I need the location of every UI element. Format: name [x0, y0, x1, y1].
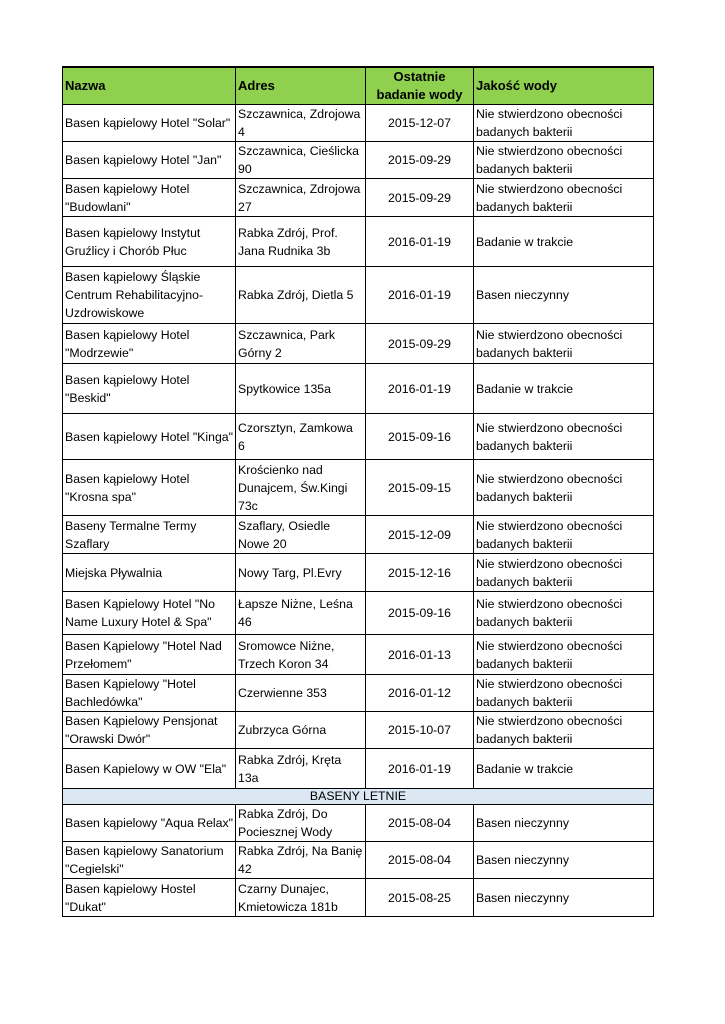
table-row	[63, 879, 654, 917]
cell-quality: Nie stwierdzono obecności badanych bakterii	[474, 516, 654, 554]
header-last-test-line2: badanie wody	[376, 87, 463, 102]
table-row	[63, 364, 654, 414]
header-address: Adres	[236, 67, 366, 105]
section-title: BASENY LETNIE	[63, 789, 654, 805]
cell-name: Basen kąpielowy Hotel "Jan"	[63, 142, 236, 179]
cell-date: 2015-08-04	[366, 805, 474, 842]
cell-address: Czerwienne 353	[236, 675, 366, 712]
cell-date: 2016-01-13	[366, 635, 474, 675]
cell-date: 2016-01-19	[366, 749, 474, 789]
cell-quality: Nie stwierdzono obecności badanych bakterii	[474, 635, 654, 675]
cell-name: Basen Kapielowy w OW "Ela"	[63, 749, 236, 789]
cell-address: Szaflary, Osiedle Nowe 20	[236, 516, 366, 554]
cell-address: Rabka Zdrój, Dietla 5	[236, 267, 366, 324]
header-row	[63, 67, 654, 105]
table-row	[63, 592, 654, 635]
table-row	[63, 749, 654, 789]
cell-name: Basen kąpielowy Hotel "Budowlani"	[63, 179, 236, 217]
cell-quality: Nie stwierdzono obecności badanych bakterii	[474, 179, 654, 217]
table-row	[63, 842, 654, 879]
cell-address: Rabka Zdrój, Prof. Jana Rudnika 3b	[236, 217, 366, 267]
cell-date: 2016-01-19	[366, 217, 474, 267]
cell-date: 2015-12-09	[366, 516, 474, 554]
cell-date: 2015-09-29	[366, 324, 474, 364]
cell-date: 2015-09-29	[366, 179, 474, 217]
table-row	[63, 712, 654, 749]
cell-name: Basen Kąpielowy "Hotel Bachledówka"	[63, 675, 236, 712]
cell-date: 2015-09-15	[366, 460, 474, 516]
cell-date: 2015-12-16	[366, 554, 474, 592]
cell-name: Basen kąpielowy Śląskie Centrum Rehabilitacyjno-Uzdrowiskowe	[63, 267, 236, 324]
cell-address: Szczawnica, Cieślicka 90	[236, 142, 366, 179]
cell-quality: Nie stwierdzono obecności badanych bakterii	[474, 105, 654, 142]
cell-quality: Basen nieczynny	[474, 267, 654, 324]
table-row	[63, 217, 654, 267]
cell-name: Basen kąpielowy Hotel "Kinga"	[63, 414, 236, 460]
table-row	[63, 805, 654, 842]
cell-quality: Nie stwierdzono obecności badanych bakterii	[474, 675, 654, 712]
cell-quality: Nie stwierdzono obecności badanych bakterii	[474, 554, 654, 592]
cell-date: 2015-08-04	[366, 842, 474, 879]
cell-date: 2015-09-16	[366, 592, 474, 635]
table-row	[63, 635, 654, 675]
cell-quality: Nie stwierdzono obecności badanych bakterii	[474, 592, 654, 635]
cell-quality: Nie stwierdzono obecności badanych bakterii	[474, 414, 654, 460]
cell-quality: Basen nieczynny	[474, 842, 654, 879]
cell-address: Zubrzyca Górna	[236, 712, 366, 749]
cell-quality: Basen nieczynny	[474, 805, 654, 842]
cell-address: Krościenko nad Dunajcem, Św.Kingi 73c	[236, 460, 366, 516]
cell-name: Basen kąpielowy "Aqua Relax"	[63, 805, 236, 842]
table-row	[63, 460, 654, 516]
cell-quality: Nie stwierdzono obecności badanych bakterii	[474, 460, 654, 516]
table-row	[63, 267, 654, 324]
cell-name: Basen Kąpielowy Pensjonat "Orawski Dwór"	[63, 712, 236, 749]
cell-date: 2016-01-19	[366, 267, 474, 324]
cell-address: Rabka Zdrój, Kręta 13a	[236, 749, 366, 789]
cell-address: Szczawnica, Zdrojowa 4	[236, 105, 366, 142]
cell-address: Sromowce Niżne, Trzech Koron 34	[236, 635, 366, 675]
cell-quality: Basen nieczynny	[474, 879, 654, 917]
cell-name: Basen kąpielowy Hotel "Beskid"	[63, 364, 236, 414]
cell-address: Rabka Zdrój, Na Banię 42	[236, 842, 366, 879]
header-last-test	[366, 67, 474, 105]
cell-date: 2016-01-12	[366, 675, 474, 712]
cell-name: Basen kąpielowy Hostel "Dukat"	[63, 879, 236, 917]
header-last-test-line1: Ostatnie	[393, 69, 446, 84]
water-quality-table	[62, 66, 654, 917]
cell-address: Szczawnica, Zdrojowa 27	[236, 179, 366, 217]
cell-name: Basen kąpielowy Hotel "Modrzewie"	[63, 324, 236, 364]
header-quality: Jakość wody	[474, 67, 654, 105]
cell-address: Spytkowice 135a	[236, 364, 366, 414]
cell-date: 2015-09-29	[366, 142, 474, 179]
cell-address: Szczawnica, Park Górny 2	[236, 324, 366, 364]
cell-name: Basen kąpielowy Hotel "Krosna spa"	[63, 460, 236, 516]
cell-address: Nowy Targ, Pl.Evry	[236, 554, 366, 592]
cell-name: Basen kąpielowy Hotel "Solar"	[63, 105, 236, 142]
cell-address: Czorsztyn, Zamkowa 6	[236, 414, 366, 460]
cell-date: 2015-12-07	[366, 105, 474, 142]
table-row	[63, 142, 654, 179]
cell-name: Basen kąpielowy Instytut Gruźlicy i Chorób Płuc	[63, 217, 236, 267]
cell-quality: Nie stwierdzono obecności badanych bakterii	[474, 142, 654, 179]
cell-quality: Badanie w trakcie	[474, 364, 654, 414]
cell-name: Basen Kąpielowy "Hotel Nad Przełomem"	[63, 635, 236, 675]
cell-address: Czarny Dunajec, Kmietowicza 181b	[236, 879, 366, 917]
cell-name: Baseny Termalne Termy Szaflary	[63, 516, 236, 554]
cell-date: 2016-01-19	[366, 364, 474, 414]
cell-quality: Nie stwierdzono obecności badanych bakterii	[474, 712, 654, 749]
cell-name: Basen kąpielowy Sanatorium "Cegielski"	[63, 842, 236, 879]
cell-date: 2015-09-16	[366, 414, 474, 460]
table-row	[63, 105, 654, 142]
cell-address: Łapsze Niżne, Leśna 46	[236, 592, 366, 635]
header-name: Nazwa	[63, 67, 236, 105]
section-row	[63, 789, 654, 805]
table-row	[63, 516, 654, 554]
table-row	[63, 179, 654, 217]
cell-quality: Badanie w trakcie	[474, 749, 654, 789]
cell-quality: Nie stwierdzono obecności badanych bakterii	[474, 324, 654, 364]
cell-name: Miejska Pływalnia	[63, 554, 236, 592]
cell-name: Basen Kąpielowy Hotel "No Name Luxury Hotel & Spa"	[63, 592, 236, 635]
cell-date: 2015-08-25	[366, 879, 474, 917]
cell-address: Rabka Zdrój, Do Pociesznej Wody	[236, 805, 366, 842]
table-row	[63, 414, 654, 460]
table-row	[63, 324, 654, 364]
table-row	[63, 554, 654, 592]
cell-quality: Badanie w trakcie	[474, 217, 654, 267]
table-row	[63, 675, 654, 712]
cell-date: 2015-10-07	[366, 712, 474, 749]
